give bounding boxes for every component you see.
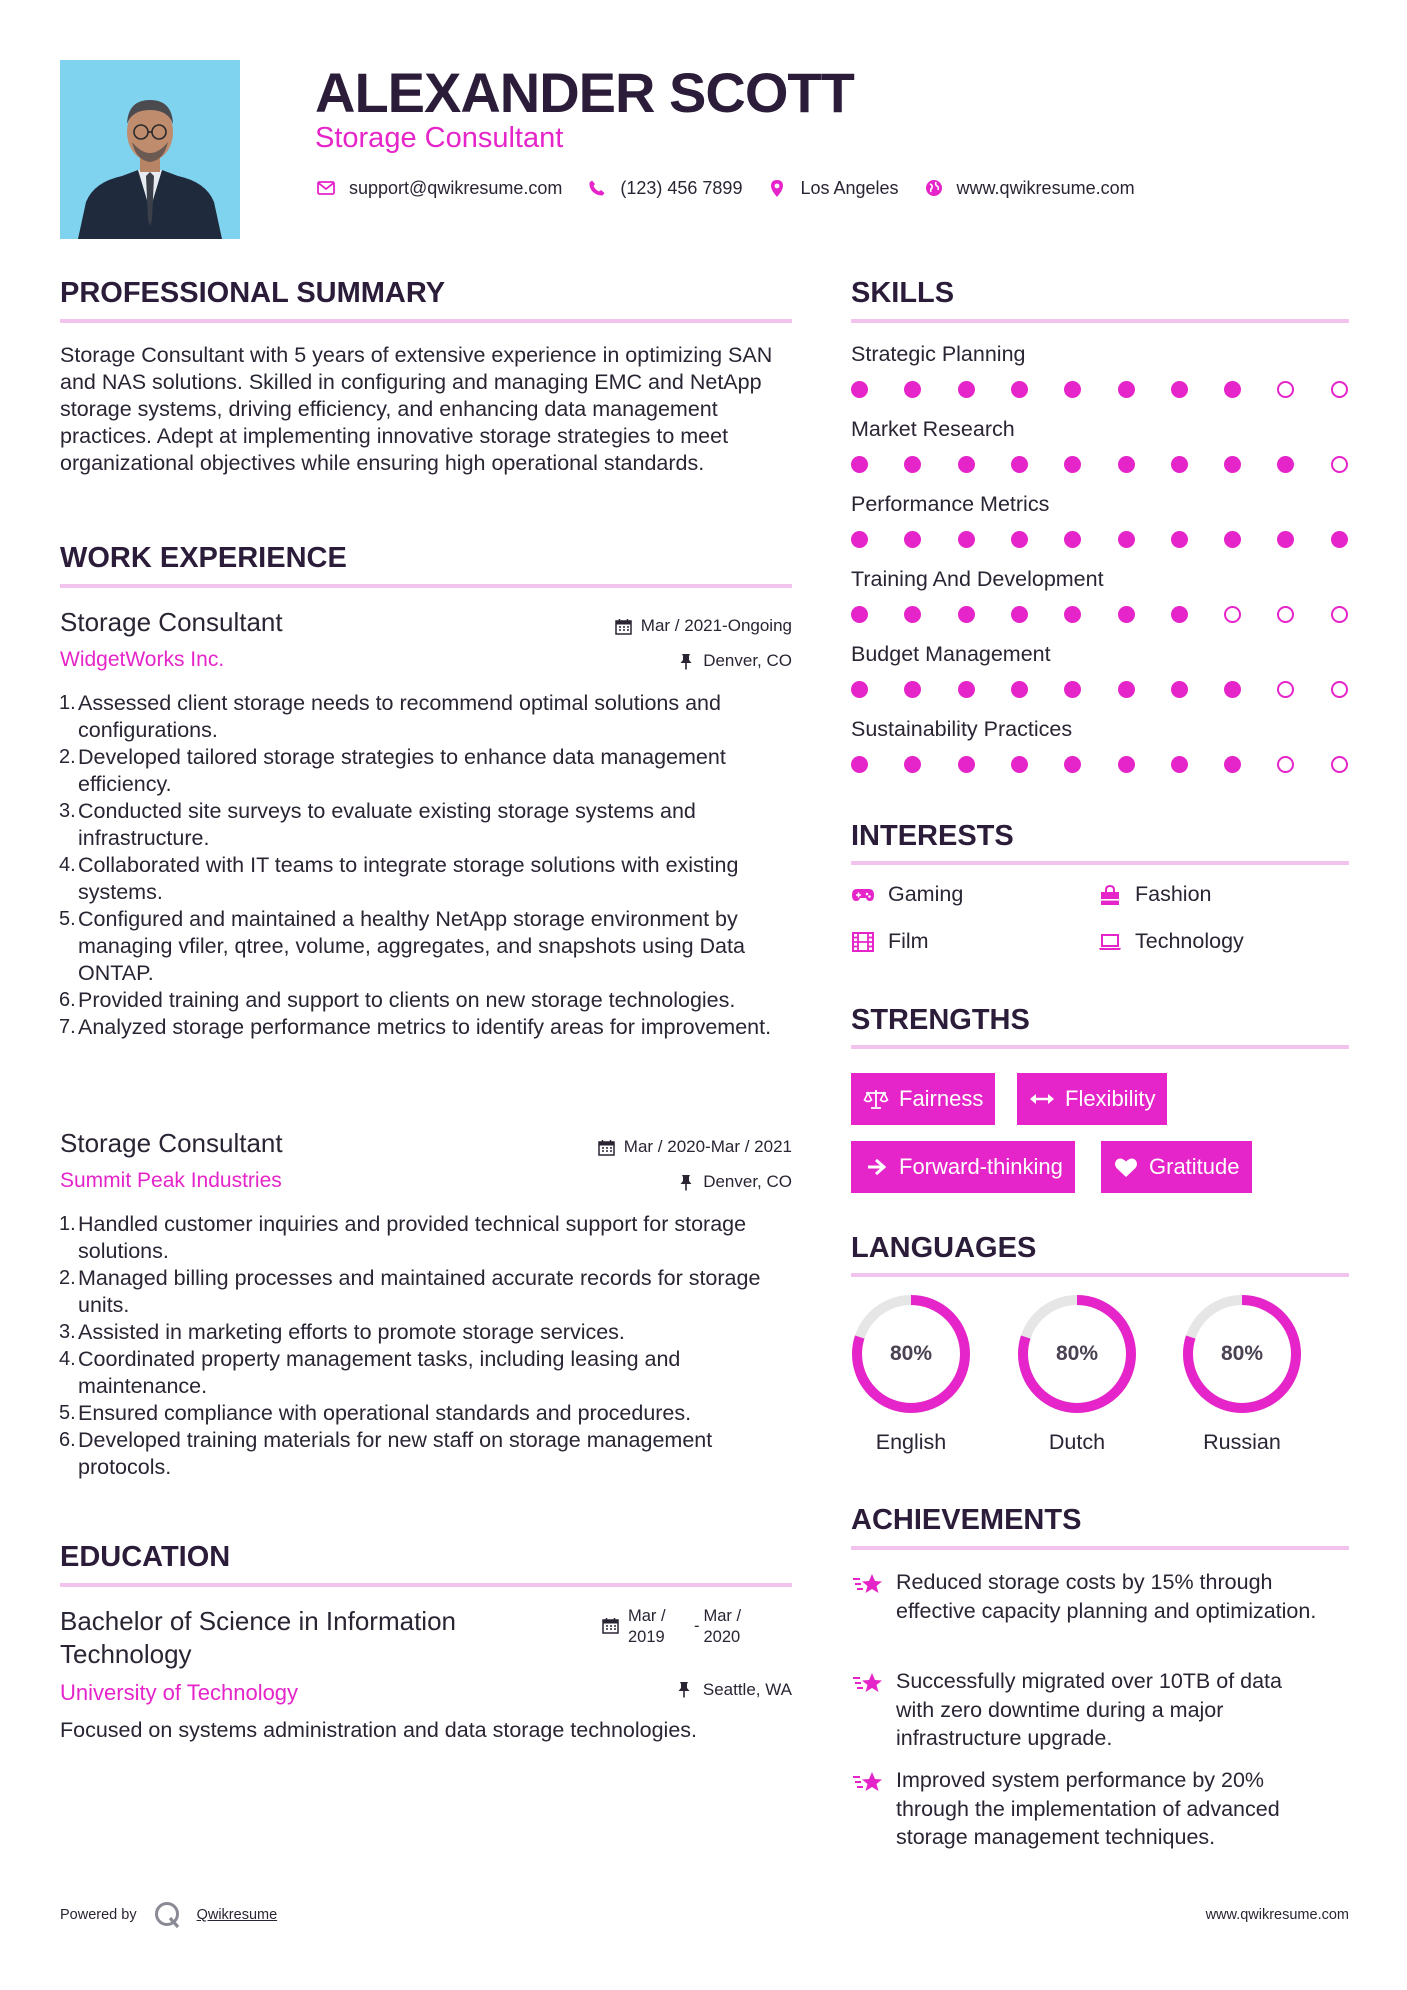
education-location-text: Seattle, WA: [702, 1680, 792, 1699]
summary-heading: PROFESSIONAL SUMMARY: [60, 277, 446, 309]
list-item: Analyzed storage performance metrics to identify areas for improvement.: [78, 1015, 772, 1039]
skill-name: Budget Management: [851, 642, 1051, 666]
rating-dot-filled: [1277, 531, 1294, 548]
education-end-date: Mar / 2020: [703, 1607, 742, 1646]
rating-dot-filled: [1064, 756, 1081, 773]
rating-dot-empty: [1224, 606, 1241, 623]
rating-dot-filled: [1011, 756, 1028, 773]
contact-website[interactable]: [923, 177, 1135, 199]
interest-technology: [1098, 929, 1244, 954]
rating-dot-filled: [958, 531, 975, 548]
list-item: Ensured compliance with operational standards and procedures.: [78, 1401, 692, 1425]
skill-name: Performance Metrics: [851, 492, 1050, 516]
language-percent: 80%: [1055, 1342, 1099, 1365]
phone-text: (123) 456 7899: [620, 177, 743, 198]
skill-name: Training And Development: [851, 567, 1104, 591]
list-item: Managed billing processes and maintained accurate records for storage units.: [78, 1266, 761, 1317]
skill-rating: [851, 681, 1349, 699]
rating-dot-filled: [1171, 756, 1188, 773]
language-name: Dutch: [1048, 1430, 1106, 1454]
rating-dot-filled: [1118, 531, 1135, 548]
job-location-text: Denver, CO: [703, 1172, 792, 1191]
footer-url[interactable]: www.qwikresume.com: [1205, 1907, 1349, 1923]
rating-dot-filled: [904, 531, 921, 548]
rating-dot-empty: [1277, 381, 1294, 398]
interests-heading: INTERESTS: [851, 820, 1014, 852]
arrow-right-icon: [863, 1154, 889, 1180]
achievement-text: Improved system performance by 20% through the implementation of advanced storage management techniques.: [896, 1768, 1280, 1849]
rating-dot-filled: [1064, 456, 1081, 473]
rating-dot-filled: [1171, 681, 1188, 698]
rating-dot-filled: [958, 606, 975, 623]
rating-dot-filled: [1171, 456, 1188, 473]
interest-gaming: [851, 882, 963, 907]
achievement-text: Successfully migrated over 10TB of data with zero downtime during a major infrastructure upgrade.: [896, 1669, 1282, 1750]
list-item: Developed tailored storage strategies to enhance data management efficiency.: [78, 745, 726, 796]
interest-label: Gaming: [888, 882, 964, 906]
section-divider: [60, 1583, 792, 1587]
job-duties-list: [60, 690, 792, 1041]
interest-label: Fashion: [1135, 882, 1212, 906]
location-text: Los Angeles: [800, 177, 899, 198]
globe-icon: [923, 177, 945, 199]
job-dates: [598, 1137, 792, 1157]
rating-dot-filled: [1011, 681, 1028, 698]
email-text: support@qwikresume.com: [349, 177, 563, 198]
calendar-icon: [598, 1138, 616, 1156]
contact-bar: [315, 177, 1159, 199]
skill-rating: [851, 531, 1349, 549]
skill-rating: [851, 606, 1349, 624]
strength-label: Forward-thinking: [899, 1154, 1063, 1179]
interest-label: Film: [888, 929, 929, 953]
strength-chip-forward-thinking: [851, 1141, 1075, 1193]
skills-heading: SKILLS: [851, 277, 955, 309]
rating-dot-filled: [1171, 606, 1188, 623]
language-percent: 80%: [1220, 1342, 1264, 1365]
job-location-text: Denver, CO: [703, 651, 792, 670]
calendar-icon: [615, 617, 633, 635]
rating-dot-filled: [1011, 531, 1028, 548]
shopping-bag-icon: [1098, 883, 1122, 907]
date-separator: -: [694, 1617, 700, 1635]
contact-location: [766, 177, 898, 199]
rating-dot-empty: [1331, 381, 1348, 398]
list-item: Handled customer inquiries and provided technical support for storage solutions.: [78, 1212, 747, 1263]
laptop-icon: [1098, 930, 1122, 954]
list-item: Coordinated property management tasks, including leasing and maintenance.: [78, 1347, 681, 1398]
section-divider: [60, 584, 792, 588]
shooting-star-icon: [851, 1570, 885, 1600]
contact-phone[interactable]: [586, 177, 742, 199]
profile-photo: [60, 60, 240, 239]
rating-dot-filled: [1118, 381, 1135, 398]
language-name: Russian: [1203, 1430, 1281, 1454]
rating-dot-filled: [851, 531, 868, 548]
rating-dot-filled: [1224, 456, 1241, 473]
achievement-item: [851, 1568, 1349, 1625]
rating-dot-filled: [1277, 456, 1294, 473]
job-duties-list: [60, 1211, 792, 1481]
job-company: WidgetWorks Inc.: [60, 648, 225, 671]
education-location: [677, 1680, 792, 1700]
language-ring: [1180, 1292, 1304, 1416]
section-divider: [851, 1546, 1349, 1550]
rating-dot-filled: [1224, 381, 1241, 398]
skill-rating: [851, 756, 1349, 774]
achievements-heading: ACHIEVEMENTS: [851, 1504, 1082, 1536]
list-item: Configured and maintained a healthy NetApp storage environment by managing vfiler, qtree, volume, aggregates, and snapshots using Data ONTAP.: [78, 907, 745, 985]
education-description: Focused on systems administration and data storage technologies.: [60, 1718, 698, 1742]
interest-label: Technology: [1135, 929, 1244, 953]
experience-heading: WORK EXPERIENCE: [60, 542, 347, 574]
rating-dot-filled: [1118, 606, 1135, 623]
rating-dot-filled: [1118, 681, 1135, 698]
rating-dot-filled: [851, 756, 868, 773]
rating-dot-empty: [1331, 456, 1348, 473]
list-item: Collaborated with IT teams to integrate storage solutions with existing systems.: [78, 853, 739, 904]
skill-name: Strategic Planning: [851, 342, 1026, 366]
job-location: [677, 1172, 792, 1192]
job-title: Storage Consultant: [60, 607, 283, 637]
achievement-item: [851, 1667, 1349, 1753]
education-dates: [602, 1606, 764, 1648]
rating-dot-filled: [1011, 456, 1028, 473]
rating-dot-filled: [851, 456, 868, 473]
rating-dot-filled: [958, 681, 975, 698]
website-text: www.qwikresume.com: [956, 177, 1135, 198]
rating-dot-filled: [1171, 531, 1188, 548]
rating-dot-filled: [1011, 381, 1028, 398]
map-pin-icon: [766, 177, 788, 199]
list-item: Assisted in marketing efforts to promote storage services.: [78, 1320, 625, 1344]
rating-dot-filled: [851, 606, 868, 623]
language-percent: 80%: [889, 1342, 933, 1365]
pushpin-icon: [677, 1173, 695, 1191]
rating-dot-filled: [904, 681, 921, 698]
calendar-icon: [602, 1617, 620, 1635]
interest-fashion: [1098, 882, 1212, 907]
envelope-icon: [315, 177, 337, 199]
rating-dot-empty: [1277, 756, 1294, 773]
rating-dot-filled: [1224, 531, 1241, 548]
school-name: University of Technology: [60, 1680, 299, 1705]
section-divider: [851, 1273, 1349, 1277]
job-dates-text: Mar / 2020-Mar / 2021: [623, 1137, 792, 1156]
rating-dot-filled: [851, 681, 868, 698]
skill-rating: [851, 456, 1349, 474]
candidate-name: ALEXANDER SCOTT: [315, 61, 854, 124]
balance-scale-icon: [863, 1086, 889, 1112]
pushpin-icon: [677, 652, 695, 670]
rating-dot-filled: [958, 381, 975, 398]
strength-chip-fairness: [851, 1073, 995, 1125]
rating-dot-empty: [1331, 681, 1348, 698]
summary-text: Storage Consultant with 5 years of extensive experience in optimizing SAN and NAS solutions. Skilled in configuring and managing EMC and NetApp storage systems, driving efficiency, and enhancing data management practices. Adept at implementing innovative storage strategies to meet organizational objectives while ensuring high operational standards.: [60, 343, 773, 475]
rating-dot-empty: [1277, 681, 1294, 698]
heart-icon: [1113, 1154, 1139, 1180]
skill-name: Sustainability Practices: [851, 717, 1073, 741]
language-ring: [849, 1292, 973, 1416]
rating-dot-filled: [1224, 756, 1241, 773]
qwikresume-link[interactable]: Qwikresume: [196, 1907, 278, 1923]
section-divider: [851, 1045, 1349, 1049]
rating-dot-filled: [1064, 531, 1081, 548]
job-company: Summit Peak Industries: [60, 1169, 282, 1192]
rating-dot-filled: [958, 456, 975, 473]
strengths-heading: STRENGTHS: [851, 1004, 1030, 1036]
rating-dot-filled: [1118, 756, 1135, 773]
rating-dot-filled: [1064, 681, 1081, 698]
rating-dot-filled: [851, 381, 868, 398]
achievement-item: [851, 1766, 1349, 1852]
list-item: Conducted site surveys to evaluate existing storage systems and infrastructure.: [78, 799, 696, 850]
shooting-star-icon: [851, 1669, 885, 1699]
rating-dot-filled: [904, 606, 921, 623]
section-divider: [851, 861, 1349, 865]
section-divider: [851, 319, 1349, 323]
skill-name: Market Research: [851, 417, 1015, 441]
rating-dot-filled: [1224, 681, 1241, 698]
strength-label: Fairness: [899, 1086, 984, 1111]
pushpin-icon: [677, 1681, 695, 1699]
candidate-title: Storage Consultant: [315, 122, 564, 154]
rating-dot-empty: [1331, 756, 1348, 773]
qwikresume-logo-icon: [153, 1900, 183, 1930]
list-item: Provided training and support to clients on new storage technologies.: [78, 988, 736, 1012]
rating-dot-filled: [958, 756, 975, 773]
shooting-star-icon: [851, 1768, 885, 1798]
achievement-text: Reduced storage costs by 15% through effective capacity planning and optimization.: [896, 1570, 1317, 1623]
education-start-date: Mar / 2019: [628, 1607, 666, 1646]
language-name: English: [875, 1430, 947, 1454]
rating-dot-empty: [1331, 606, 1348, 623]
arrows-horizontal-icon: [1029, 1086, 1055, 1112]
rating-dot-filled: [1064, 606, 1081, 623]
rating-dot-filled: [1064, 381, 1081, 398]
languages-heading: LANGUAGES: [851, 1232, 1037, 1264]
skill-rating: [851, 381, 1349, 399]
job-location: [677, 651, 792, 671]
strength-chip-gratitude: [1101, 1141, 1252, 1193]
rating-dot-filled: [904, 381, 921, 398]
rating-dot-filled: [1011, 606, 1028, 623]
film-icon: [851, 930, 875, 954]
degree-title: Bachelor of Science in Information Technology: [60, 1606, 456, 1669]
rating-dot-filled: [904, 456, 921, 473]
rating-dot-empty: [1277, 606, 1294, 623]
job-dates: [615, 616, 792, 636]
rating-dot-filled: [1171, 381, 1188, 398]
strength-chip-flexibility: [1017, 1073, 1167, 1125]
education-heading: EDUCATION: [60, 1541, 231, 1573]
footer-powered-by: [60, 1900, 277, 1930]
contact-email[interactable]: [315, 177, 562, 199]
rating-dot-filled: [1118, 456, 1135, 473]
rating-dot-filled: [1331, 531, 1348, 548]
strength-label: Gratitude: [1149, 1154, 1240, 1179]
job-dates-text: Mar / 2021-Ongoing: [640, 616, 792, 635]
phone-icon: [586, 177, 608, 199]
list-item: Assessed client storage needs to recommend optimal solutions and configurations.: [78, 691, 721, 742]
interest-film: [851, 929, 929, 954]
list-item: Developed training materials for new staff on storage management protocols.: [78, 1428, 713, 1479]
rating-dot-filled: [904, 756, 921, 773]
section-divider: [60, 319, 792, 323]
powered-by-label: Powered by: [60, 1907, 137, 1923]
strength-label: Flexibility: [1065, 1086, 1156, 1111]
language-ring: [1015, 1292, 1139, 1416]
job-title: Storage Consultant: [60, 1128, 283, 1158]
gamepad-icon: [851, 883, 875, 907]
